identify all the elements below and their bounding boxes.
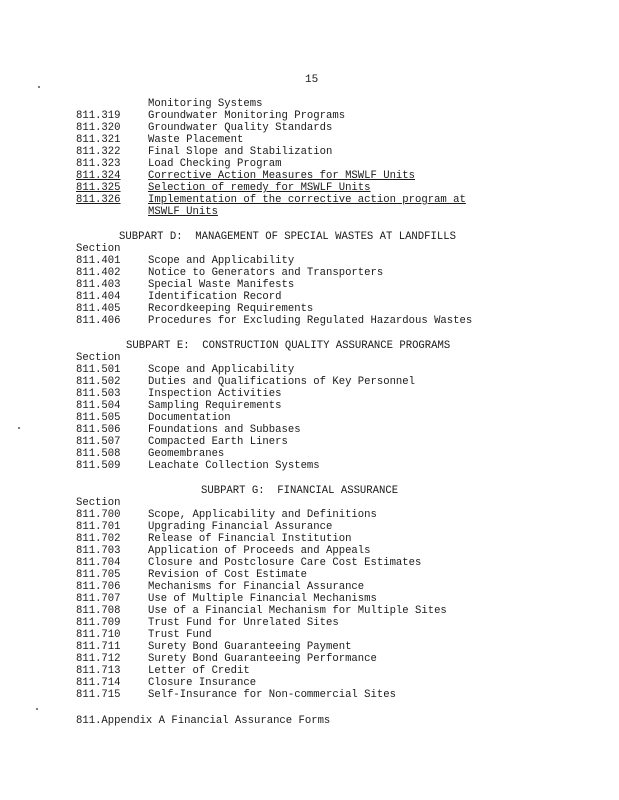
subpart-d-section-label: Section bbox=[76, 243, 121, 255]
section-title: Inspection Activities bbox=[148, 388, 282, 400]
section-number: 811.501 bbox=[76, 364, 121, 376]
section-title: Final Slope and Stabilization bbox=[148, 146, 333, 158]
section-number: 811.401 bbox=[76, 255, 121, 267]
section-title: Groundwater Quality Standards bbox=[148, 122, 333, 134]
section-number: 811.712 bbox=[76, 653, 121, 665]
section-title: Selection of remedy for MSWLF Units bbox=[148, 182, 371, 194]
section-number: 811.709 bbox=[76, 617, 121, 629]
section-number: 811.325 bbox=[76, 182, 121, 194]
section-number: 811.403 bbox=[76, 279, 121, 291]
section-title: Application of Proceeds and Appeals bbox=[148, 545, 371, 557]
section-number: 811.509 bbox=[76, 460, 121, 472]
section-number: 811.404 bbox=[76, 291, 121, 303]
section-number: 811.708 bbox=[76, 605, 121, 617]
section-number: 811.324 bbox=[76, 170, 121, 182]
section-number: 811.707 bbox=[76, 593, 121, 605]
section-number: 811.402 bbox=[76, 267, 121, 279]
section-title: Closure and Postclosure Care Cost Estimates bbox=[148, 557, 422, 569]
section-number: 811.702 bbox=[76, 533, 121, 545]
section-title: Procedures for Excluding Regulated Hazardous Wastes bbox=[148, 315, 473, 327]
section-number: 811.505 bbox=[76, 412, 121, 424]
section-title: Groundwater Monitoring Programs bbox=[148, 110, 346, 122]
section-number: 811.506 bbox=[76, 424, 121, 436]
section-title: Waste Placement bbox=[148, 134, 244, 146]
section-number: 811.713 bbox=[76, 665, 121, 677]
section-number: 811.405 bbox=[76, 303, 121, 315]
section-title: Scope, Applicability and Definitions bbox=[148, 509, 377, 521]
section-number: 811.503 bbox=[76, 388, 121, 400]
page-number: 15 bbox=[305, 74, 319, 86]
section-number: 811.322 bbox=[76, 146, 121, 158]
appendix-line: 811.Appendix A Financial Assurance Forms bbox=[76, 715, 331, 727]
section-title: Special Waste Manifests bbox=[148, 279, 295, 291]
subpart-d-heading: SUBPART D: MANAGEMENT OF SPECIAL WASTES AT LANDFILLS bbox=[119, 231, 456, 243]
section-title: Letter of Credit bbox=[148, 665, 250, 677]
section-title: Scope and Applicability bbox=[148, 364, 295, 376]
scan-speck bbox=[36, 708, 38, 710]
section-number: 811.706 bbox=[76, 581, 121, 593]
section-number: 811.704 bbox=[76, 557, 121, 569]
section-number: 811.406 bbox=[76, 315, 121, 327]
section-number: 811.710 bbox=[76, 629, 121, 641]
section-title: Monitoring Systems bbox=[148, 98, 263, 110]
section-title: Geomembranes bbox=[148, 448, 225, 460]
subpart-e-heading: SUBPART E: CONSTRUCTION QUALITY ASSURANCE PROGRAMS bbox=[126, 340, 451, 352]
section-title: Use of a Financial Mechanism for Multiple Sites bbox=[148, 605, 447, 617]
section-number: 811.320 bbox=[76, 122, 121, 134]
section-title: Compacted Earth Liners bbox=[148, 436, 288, 448]
section-number: 811.502 bbox=[76, 376, 121, 388]
section-title: Surety Bond Guaranteeing Payment bbox=[148, 641, 352, 653]
section-number: 811.701 bbox=[76, 521, 121, 533]
section-title: Trust Fund bbox=[148, 629, 212, 641]
section-number: 811.705 bbox=[76, 569, 121, 581]
section-number: 811.714 bbox=[76, 677, 121, 689]
section-title: Mechanisms for Financial Assurance bbox=[148, 581, 365, 593]
section-title: Trust Fund for Unrelated Sites bbox=[148, 617, 339, 629]
section-title: Corrective Action Measures for MSWLF Units bbox=[148, 170, 416, 182]
section-title: Implementation of the corrective action program at bbox=[148, 194, 466, 206]
section-number: 811.508 bbox=[76, 448, 121, 460]
section-title: MSWLF Units bbox=[148, 206, 218, 218]
section-number: 811.504 bbox=[76, 400, 121, 412]
section-title: Foundations and Subbases bbox=[148, 424, 301, 436]
subpart-e-section-label: Section bbox=[76, 352, 121, 364]
section-number: 811.321 bbox=[76, 134, 121, 146]
section-title: Upgrading Financial Assurance bbox=[148, 521, 333, 533]
section-title: Self-Insurance for Non-commercial Sites bbox=[148, 689, 396, 701]
section-title: Identification Record bbox=[148, 291, 282, 303]
subpart-g-section-label: Section bbox=[76, 497, 121, 509]
section-title: Duties and Qualifications of Key Personnel bbox=[148, 376, 416, 388]
section-title: Sampling Requirements bbox=[148, 400, 282, 412]
section-title: Leachate Collection Systems bbox=[148, 460, 320, 472]
section-title: Surety Bond Guaranteeing Performance bbox=[148, 653, 377, 665]
section-title: Closure Insurance bbox=[148, 677, 257, 689]
section-number: 811.507 bbox=[76, 436, 121, 448]
section-title: Revision of Cost Estimate bbox=[148, 569, 307, 581]
scan-speck bbox=[38, 86, 40, 88]
section-title: Scope and Applicability bbox=[148, 255, 295, 267]
section-number: 811.711 bbox=[76, 641, 121, 653]
section-number: 811.715 bbox=[76, 689, 121, 701]
section-number: 811.326 bbox=[76, 194, 121, 206]
section-number: 811.700 bbox=[76, 509, 121, 521]
section-number: 811.323 bbox=[76, 158, 121, 170]
section-title: Use of Multiple Financial Mechanisms bbox=[148, 593, 377, 605]
section-title: Recordkeeping Requirements bbox=[148, 303, 314, 315]
section-title: Notice to Generators and Transporters bbox=[148, 267, 384, 279]
section-number: 811.703 bbox=[76, 545, 121, 557]
section-title: Load Checking Program bbox=[148, 158, 282, 170]
section-title: Documentation bbox=[148, 412, 231, 424]
section-title: Release of Financial Institution bbox=[148, 533, 352, 545]
section-number: 811.319 bbox=[76, 110, 121, 122]
subpart-g-heading: SUBPART G: FINANCIAL ASSURANCE bbox=[201, 485, 399, 497]
scan-speck bbox=[18, 427, 20, 429]
